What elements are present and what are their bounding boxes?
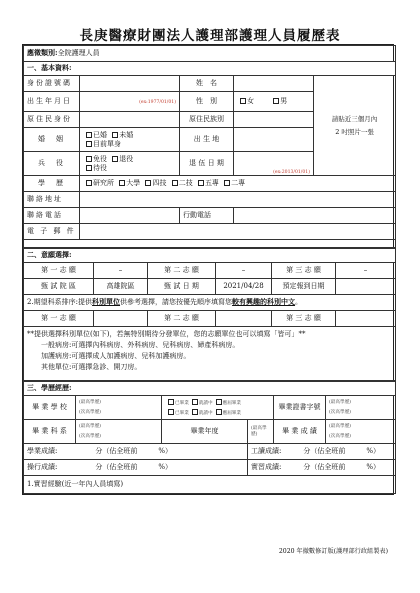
dept-preference-instruction: 2.期望科系排序:提供科別單位供參考選擇，請您按優先順序填寫您較有興趣的科別中文。 [24,295,396,311]
school-status[interactable]: 已畢業 就讀中 應屆畢業 已畢業 就讀中 應屆畢業 [162,396,274,420]
discharge-field[interactable]: (ex:2013/01/01) [234,152,314,176]
work-score[interactable]: 工讀成績: 分（佔全班前 %） [248,444,396,460]
marital-label: 婚 姻 [24,128,80,152]
tribe-field[interactable] [234,112,314,128]
phone-field[interactable] [80,208,180,224]
section-basic: 一、基本資料: [24,62,396,76]
birth-label: 出生年月日 [24,92,80,112]
sex-field[interactable]: 女 男 [234,92,314,112]
single-checkbox[interactable] [86,141,92,147]
dept-first-field[interactable] [94,311,148,327]
pending-checkbox[interactable] [86,165,92,171]
discharge-label: 退 伍 日 期 [180,152,234,176]
hospital-label: 甄 試 院 區 [24,279,94,295]
dept-second-label: 第 二 志 願 [148,311,216,327]
grade-label: 畢 業 成 績 [274,420,326,444]
birthplace-field[interactable] [234,128,314,152]
tribe-label: 原住民族別 [180,112,234,128]
name-field[interactable] [234,76,314,92]
footer-note: 2020 年撤數修訂版(護理部行政組製表) [278,548,388,555]
application-category: 應徵類別:全院護理人員 [24,46,396,62]
grade-field[interactable]: (最高學歷) (次高學歷) [326,420,396,444]
aboriginal-label: 原住民身份 [24,112,80,128]
id-number-field[interactable] [80,76,180,92]
mobile-label: 行動電話 [180,208,234,224]
form-title: 長庚醫療財團法人護理部護理人員履歷表 [79,28,341,44]
id-number-label: 身份證號碼 [24,76,80,92]
school-field[interactable]: (最高學歷) (次高學歷) [76,396,162,420]
resume-form [22,44,394,495]
military-label: 兵 役 [24,152,80,176]
birth-field[interactable]: (ex:1977/01/01) [80,92,180,112]
education-label: 學 歷 [24,176,80,192]
dept-field[interactable]: (最高學歷) (次高學歷) [76,420,162,444]
address-field[interactable] [80,192,396,208]
study-score[interactable]: 學業成績: 分（佔全班前 %） [24,444,248,460]
report-date-label: 預定報到日期 [272,279,336,295]
female-checkbox[interactable] [240,98,246,104]
unit-notes: **提供選擇科別單位(如下)，若無特別期待分發單位，您的志願單位也可以填寫「皆可」** 一般病房:可選擇內科病房、外科病房、兒科病房、婦產科病房。 加護病房:可選擇成人加護病房、兒科加護病房。 其他單位:可選擇急診、開刀房。 [24,327,396,381]
test-date-value[interactable]: 2021/04/28 [216,279,272,295]
sex-label: 性 別 [180,92,234,112]
name-label: 姓 名 [180,76,234,92]
first-choice-label: 第 一 志 願 [24,263,94,279]
section-preference: 二、意願選擇: [24,249,396,263]
report-date-field[interactable] [336,279,396,295]
dept-third-label: 第 三 志 願 [272,311,336,327]
mobile-field[interactable] [234,208,396,224]
third-choice-field[interactable]: – [336,263,396,279]
email-label: 電 子 郵 件 [24,224,80,240]
school-label: 畢 業 學 校 [24,396,76,420]
address-label: 聯絡地址 [24,192,80,208]
aboriginal-field[interactable] [80,112,180,128]
education-options[interactable]: 研究所 大學 四技 二技 五專 二專 [80,176,396,192]
unmarried-checkbox[interactable] [112,132,118,138]
second-choice-label: 第 二 志 願 [148,263,216,279]
exempt-checkbox[interactable] [86,156,92,162]
married-checkbox[interactable] [86,132,92,138]
dept-third-field[interactable] [336,311,396,327]
practice-score[interactable]: 實習成績: 分（佔全班前 %） [248,460,396,476]
second-choice-field[interactable]: – [216,263,272,279]
dept-second-field[interactable] [216,311,272,327]
phone-label: 聯絡電話 [24,208,80,224]
photo-area[interactable]: 請貼近三個月內 2 吋照片一張 [314,76,396,176]
marital-field[interactable]: 已婚 未婚 目前單身 [80,128,180,152]
conduct-score[interactable]: 操行成績: 分（佔全班前 %） [24,460,248,476]
section-education: 三、學歷經歷: [24,382,396,396]
grad-year-field[interactable]: (最高學歷) [248,420,274,444]
email-field[interactable] [80,224,396,240]
third-choice-label: 第 三 志 願 [272,263,336,279]
retired-checkbox[interactable] [112,156,118,162]
license-label: 畢業證書字號 [274,396,326,420]
hospital-value[interactable]: 高雄院區 [94,279,148,295]
dept-label: 畢 業 科 系 [24,420,76,444]
license-field[interactable]: (最高學歷) (次高學歷) [326,396,396,420]
military-field[interactable]: 免役 退役 待役 [80,152,180,176]
internship-experience[interactable]: 1.實習經驗(近一年內人員填寫) [24,476,396,494]
birthplace-label: 出 生 地 [180,128,234,152]
male-checkbox[interactable] [273,98,279,104]
grad-year-label: 畢業年度 [162,420,248,444]
test-date-label: 甄 試 日 期 [148,279,216,295]
first-choice-field[interactable]: – [94,263,148,279]
dept-first-label: 第 一 志 願 [24,311,94,327]
